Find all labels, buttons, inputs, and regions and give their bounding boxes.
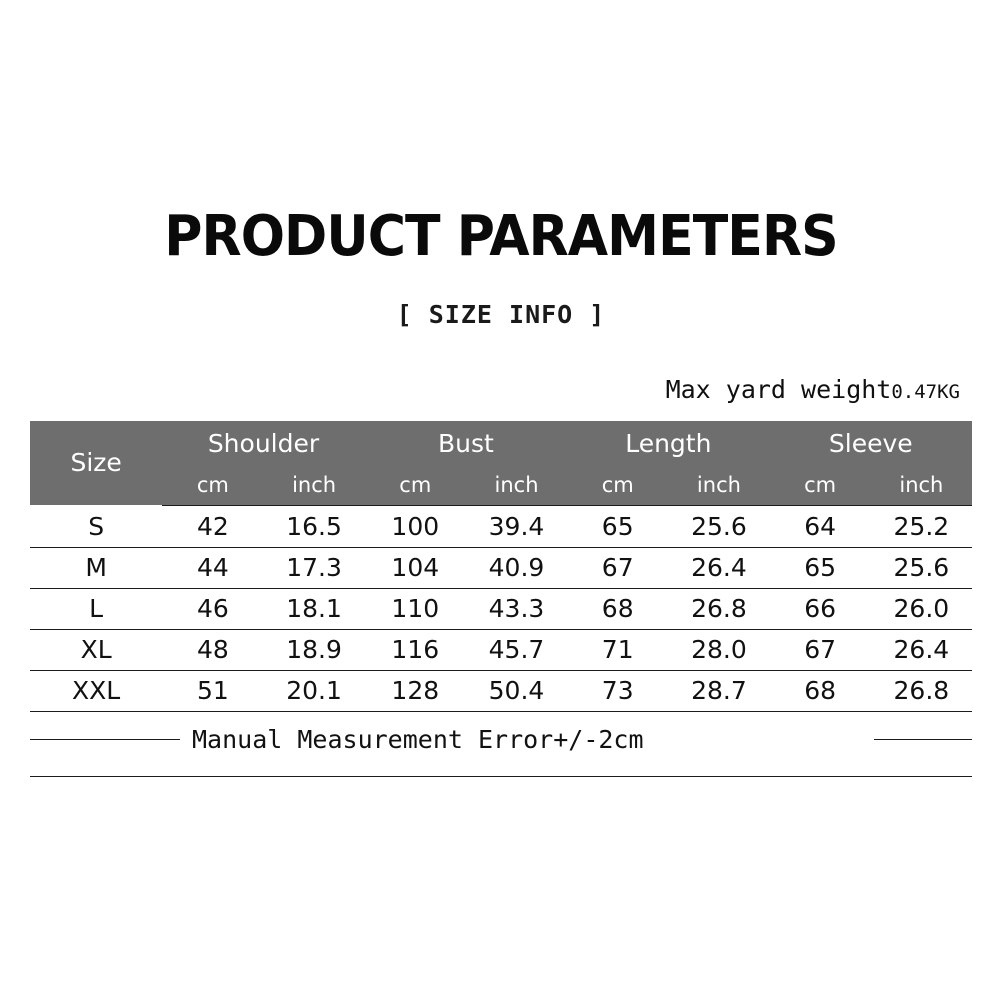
column-header-bust: Bust	[365, 421, 567, 465]
column-header-size: Size	[30, 421, 162, 506]
cell-length-cm: 71	[567, 629, 668, 670]
column-header-length: Length	[567, 421, 769, 465]
size-table-container	[30, 421, 972, 712]
table-unit-header-row	[30, 465, 972, 506]
cell-size: XL	[30, 629, 162, 670]
cell-sleeve-inch: 26.8	[871, 670, 972, 711]
cell-shoulder-cm: 51	[162, 670, 263, 711]
cell-size: L	[30, 588, 162, 629]
cell-shoulder-inch: 18.9	[263, 629, 364, 670]
unit-header-bust-inch: inch	[466, 465, 567, 506]
measurement-error-note: Manual Measurement Error+/-2cm	[192, 724, 644, 754]
cell-length-inch: 28.7	[668, 670, 769, 711]
cell-sleeve-cm: 65	[770, 547, 871, 588]
size-table	[30, 421, 972, 712]
table-row	[30, 629, 972, 670]
cell-length-cm: 65	[567, 506, 668, 548]
cell-length-inch: 28.0	[668, 629, 769, 670]
unit-header-shoulder-cm: cm	[162, 465, 263, 506]
cell-sleeve-inch: 26.0	[871, 588, 972, 629]
cell-shoulder-inch: 18.1	[263, 588, 364, 629]
column-header-shoulder: Shoulder	[162, 421, 364, 465]
table-row	[30, 547, 972, 588]
cell-length-cm: 67	[567, 547, 668, 588]
cell-length-inch: 26.8	[668, 588, 769, 629]
cell-sleeve-cm: 66	[770, 588, 871, 629]
cell-bust-cm: 110	[365, 588, 466, 629]
cell-bust-inch: 39.4	[466, 506, 567, 548]
cell-length-cm: 73	[567, 670, 668, 711]
cell-bust-inch: 50.4	[466, 670, 567, 711]
page-title: PRODUCT PARAMETERS	[164, 204, 838, 269]
cell-size: M	[30, 547, 162, 588]
max-yard-weight-label: Max yard weight	[665, 375, 892, 404]
cell-size: S	[30, 506, 162, 548]
unit-header-bust-cm: cm	[365, 465, 466, 506]
divider-bottom	[30, 776, 972, 777]
cell-bust-inch: 45.7	[466, 629, 567, 670]
cell-bust-inch: 40.9	[466, 547, 567, 588]
cell-bust-inch: 43.3	[466, 588, 567, 629]
cell-shoulder-inch: 20.1	[263, 670, 364, 711]
cell-shoulder-inch: 17.3	[263, 547, 364, 588]
max-yard-weight-note	[666, 375, 960, 404]
table-row	[30, 670, 972, 711]
cell-shoulder-cm: 42	[162, 506, 263, 548]
cell-length-inch: 25.6	[668, 506, 769, 548]
unit-header-sleeve-inch: inch	[871, 465, 972, 506]
cell-sleeve-cm: 64	[770, 506, 871, 548]
table-row	[30, 588, 972, 629]
section-subtitle: [ SIZE INFO ]	[396, 300, 606, 329]
cell-sleeve-inch: 25.2	[871, 506, 972, 548]
unit-header-length-inch: inch	[668, 465, 769, 506]
unit-header-sleeve-cm: cm	[770, 465, 871, 506]
unit-header-length-cm: cm	[567, 465, 668, 506]
cell-shoulder-cm: 48	[162, 629, 263, 670]
cell-sleeve-cm: 67	[770, 629, 871, 670]
cell-bust-cm: 100	[365, 506, 466, 548]
cell-length-cm: 68	[567, 588, 668, 629]
cell-bust-cm: 116	[365, 629, 466, 670]
table-row	[30, 506, 972, 548]
cell-length-inch: 26.4	[668, 547, 769, 588]
column-header-sleeve: Sleeve	[770, 421, 972, 465]
cell-bust-cm: 104	[365, 547, 466, 588]
divider-left	[30, 739, 180, 740]
cell-size: XXL	[30, 670, 162, 711]
unit-header-shoulder-inch: inch	[263, 465, 364, 506]
cell-shoulder-inch: 16.5	[263, 506, 364, 548]
table-group-header-row	[30, 421, 972, 465]
cell-sleeve-inch: 26.4	[871, 629, 972, 670]
cell-sleeve-inch: 25.6	[871, 547, 972, 588]
cell-shoulder-cm: 46	[162, 588, 263, 629]
cell-bust-cm: 128	[365, 670, 466, 711]
cell-shoulder-cm: 44	[162, 547, 263, 588]
divider-right	[874, 739, 972, 740]
cell-sleeve-cm: 68	[770, 670, 871, 711]
max-yard-weight-value: 0.47KG	[891, 381, 960, 403]
footer-note-row	[30, 716, 972, 762]
